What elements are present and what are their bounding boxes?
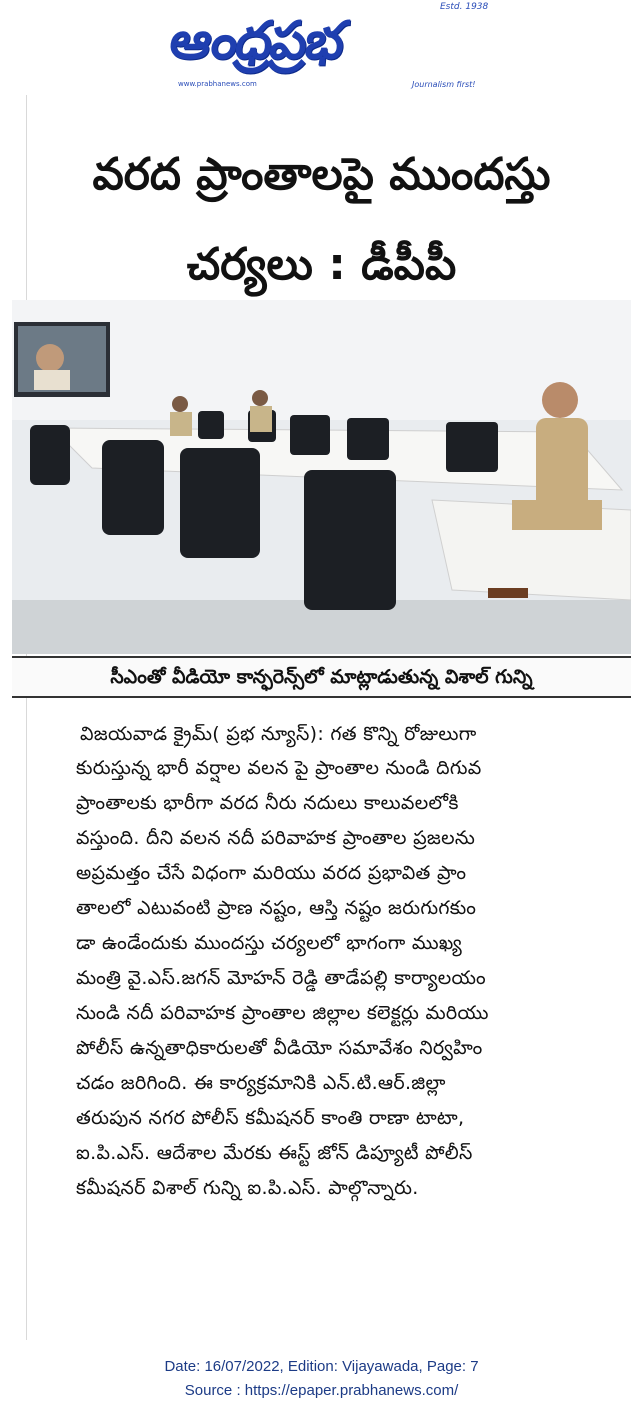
body-line: కమీషనర్ విశాల్ గున్ని ఐ.పి.ఎస్. పాల్గొన్నారు.	[76, 1177, 419, 1199]
established-year: Estd. 1938	[440, 2, 489, 12]
body-line: తాలలో ఎటువంటి ప్రాణ నష్టం, ఆస్తి నష్టం జరుగుగకుం	[76, 897, 477, 919]
body-line: ప్రాంతాలకు భారీగా వరద నీరు నదులు కాలువలలోకి	[76, 792, 459, 814]
body-line: డా ఉండేందుకు ముందస్తు చర్యలలో భాగంగా ముఖ్య	[76, 932, 463, 954]
body-line: ఐ.పి.ఎస్. ఆదేశాల మేరకు ఈస్ట్ జోన్ డిప్యూటీ పోలీస్	[76, 1142, 473, 1164]
photo-caption: సీఎంతో వీడియో కాన్ఫరెన్స్‌లో మాట్లాడుతున్న విశాల్ గున్ని	[110, 666, 533, 688]
footer-date-edition: Date: 16/07/2022, Edition: Vijayawada, Page: 7	[164, 1358, 479, 1375]
headline-line-2: చర్యలు : డీపీపీ	[186, 239, 457, 290]
body-line: నుండి నదీ పరివాహక ప్రాంతాల జిల్లాల కలెక్టర్లు మరియు	[76, 1002, 489, 1024]
body-line: మంత్రి వై.ఎస్.జగన్ మోహన్ రెడ్డి తాడేపల్లి కార్యాలయం	[76, 967, 486, 989]
body-line: తరుపున నగర పోలీస్ కమీషనర్ కాంతి రాణా టాటా,	[76, 1107, 465, 1129]
body-line: విజయవాడ క్రైమ్( ప్రభ న్యూస్): గత కొన్ని రోజులుగా	[80, 723, 477, 745]
tagline: Journalism first!	[412, 80, 476, 89]
body-line: పోలీస్ ఉన్నతాధికారులతో వీడియో సమావేశం నిర్వహిం	[76, 1037, 483, 1059]
body-line: వస్తుంది. దీని వలన నదీ పరివాహక ప్రాంతాల ప్రజలను	[76, 827, 476, 849]
headline-line-1: వరద ప్రాంతాలపై ముందస్తు	[92, 149, 551, 200]
body-line: కురుస్తున్న భారీ వర్షాల వలన పై ప్రాంతాల నుండి దిగువ	[76, 757, 482, 779]
newspaper-logo: ఆంధ్రప్రభ	[165, 11, 347, 71]
conference-room-illustration	[12, 300, 631, 654]
website-text: www.prabhanews.com	[178, 80, 257, 88]
body-line: అప్రమత్తం చేసే విధంగా మరియు వరద ప్రభావిత ప్రాం	[76, 862, 467, 884]
masthead	[0, 0, 643, 95]
article-photo	[12, 300, 631, 654]
footer-source: Source : https://epaper.prabhanews.com/	[184, 1382, 459, 1399]
body-line: చడం జరిగింది. ఈ కార్యక్రమానికి ఎన్.టి.ఆర్.జిల్లా	[76, 1072, 446, 1094]
